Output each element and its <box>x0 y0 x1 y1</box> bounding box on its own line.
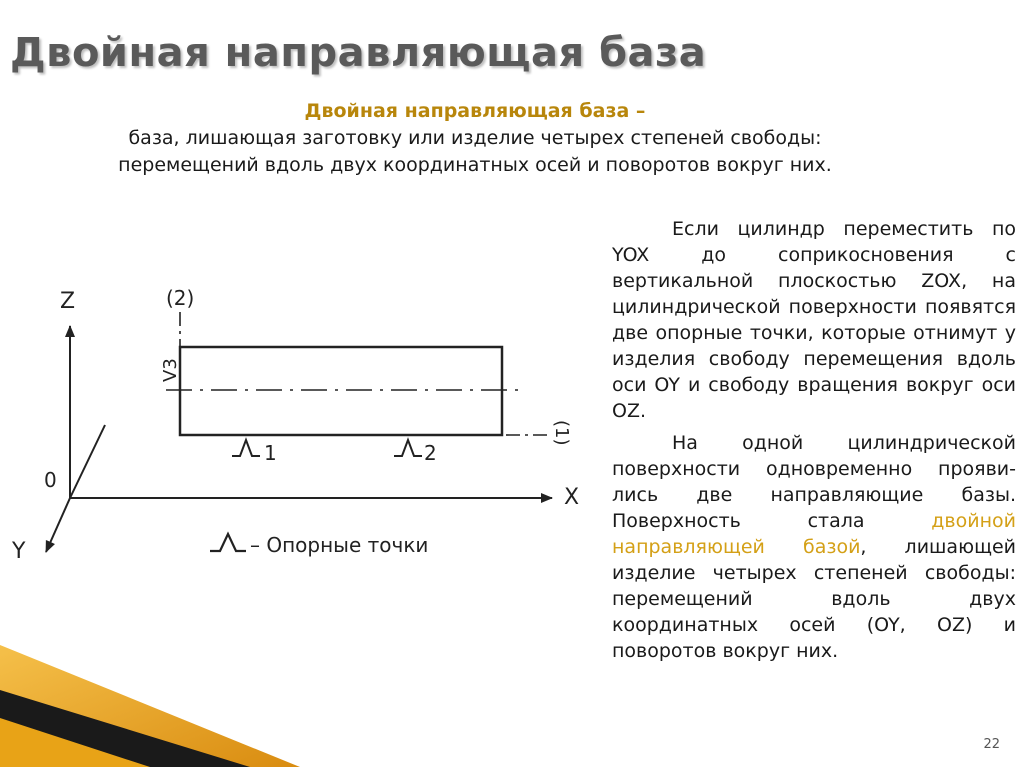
cylinder-diagram <box>0 270 600 600</box>
y-axis-label: Y <box>12 539 26 564</box>
definition-body: база, лишающая заготовку или изделие четырех степеней свободы: перемещений вдоль двух координатных осей и поворотов вокруг них. <box>118 127 832 176</box>
explanation-paragraph-2 <box>612 430 1016 664</box>
explanation-p2-end: , лишающей изделие четырех степеней свободы: перемещений вдоль двух координатных осей (OY, OZ) и поворотов вокруг них. <box>612 536 1016 662</box>
origin-label: 0 <box>44 468 57 492</box>
slide-title: Двойная направляющая база <box>10 30 707 76</box>
explanation-block <box>612 216 1016 670</box>
x-axis-label: X <box>564 485 580 510</box>
support-point-2-label: 2 <box>424 441 437 465</box>
support-point-1-icon <box>232 440 260 456</box>
plane-1-label: (1) <box>551 420 572 446</box>
y-axis-upper <box>70 425 105 498</box>
page-number: 22 <box>983 737 1000 752</box>
definition-block <box>110 98 840 179</box>
cylinder-rect <box>180 347 502 435</box>
y-axis <box>46 498 70 552</box>
legend-support-icon <box>210 534 246 551</box>
definition-term: Двойная направляющая база – <box>304 100 646 122</box>
support-point-2-icon <box>394 440 422 456</box>
z-axis-label: Z <box>60 289 76 314</box>
explanation-highlight: двойной направляющей базой <box>612 510 1016 558</box>
dimension-label: V3 <box>160 358 181 382</box>
corner-decoration <box>0 600 360 767</box>
explanation-paragraph-1: Если цилиндр переместить по YOX до соприкосновения с вертикальной плоскостью ZOX, на цилиндрической поверхности появятся две опорные точки, которые отнимут у изделия свободу перемещения вдоль оси OY и свободу вращения вокруг оси OZ. <box>612 218 1016 422</box>
legend-text: – Опорные точки <box>250 533 429 557</box>
explanation-p2-start: На одной цилиндрической поверхности одновременно прояви-лись две направляющие базы. Поверхность стала <box>612 432 1016 532</box>
support-point-1-label: 1 <box>264 441 277 465</box>
plane-2-label: (2) <box>166 286 195 310</box>
